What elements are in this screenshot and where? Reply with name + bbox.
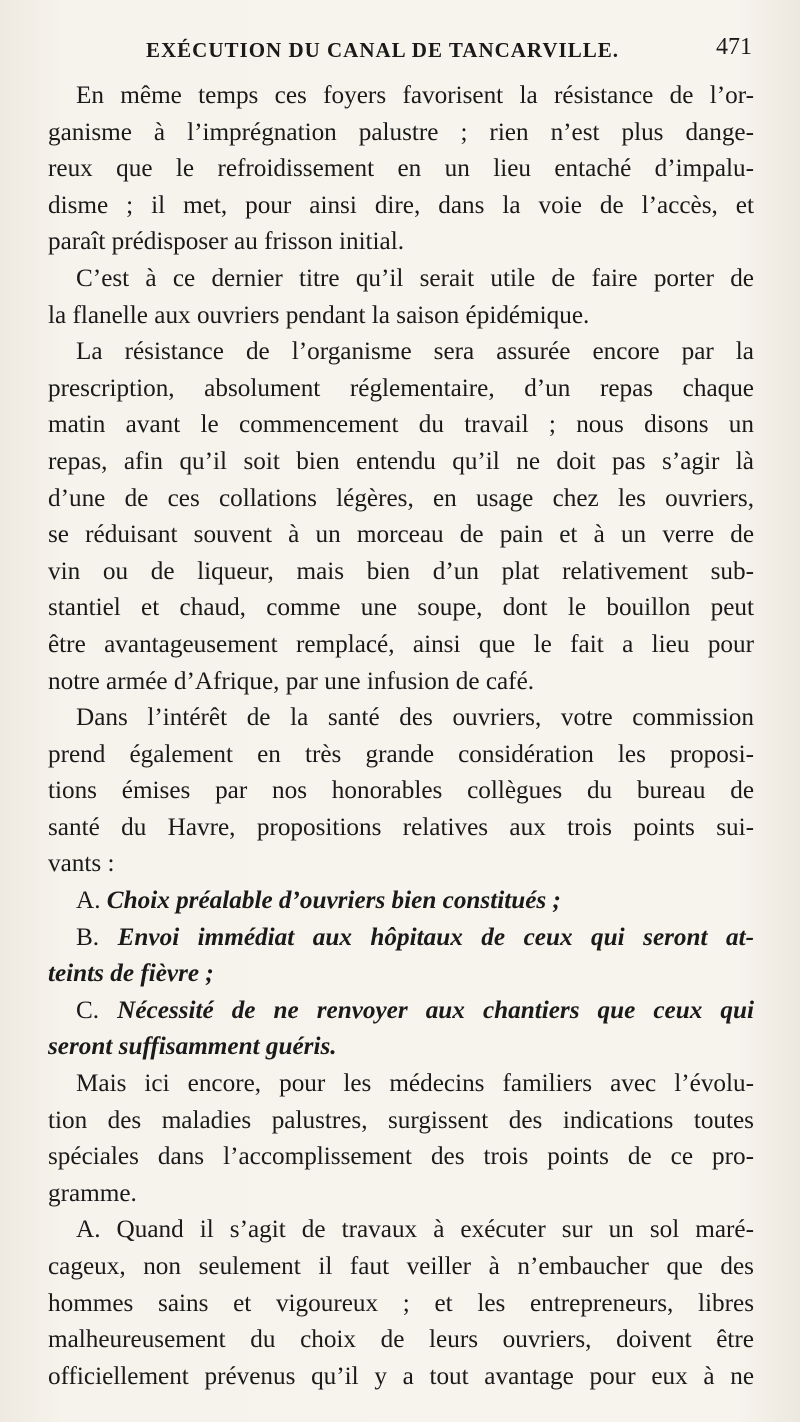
text-line-plain: A. Quand il s’agit de travaux à exécuter sur un sol maré- [76,1216,754,1244]
text-line-plain: prescription, absolument réglementaire, d’un repas chaque [48,374,754,402]
text-line [48,334,754,371]
text-line [48,627,754,664]
text-line-italic: Choix préalable d’ouvriers bien constitués ; [106,887,561,915]
text-line-plain: officiellement prévenus qu’il y a tout avantage pour eux à ne [48,1362,754,1390]
text-line-plain: être avantageusement remplacé, ainsi que le fait a lieu pour [48,630,754,658]
text-line-italic: seront suffisamment guéris. [48,1033,337,1061]
text-line [48,1286,754,1323]
text-line [48,590,754,627]
text-line [48,371,754,408]
page-number: 471 [716,34,752,60]
text-line-plain: santé du Havre, propositions relatives aux trois points sui- [48,813,754,841]
text-line [48,407,754,444]
text-line [48,700,754,737]
text-line [48,846,754,883]
text-line [48,517,754,554]
text-line-plain: C. [76,996,118,1024]
text-line-plain: se réduisant souvent à un morceau de pain et à un verre de [48,521,754,549]
text-line [48,956,754,993]
page-header [48,34,754,78]
text-line [48,737,754,774]
text-line-plain: Dans l’intérêt de la santé des ouvriers, votre commission [76,704,754,732]
text-line-plain: Mais ici encore, pour les médecins familiers avec l’évolu- [76,1070,754,1098]
body-text [48,78,754,1395]
text-line [48,920,754,957]
text-line-plain: La résistance de l’organisme sera assurée encore par la [76,338,754,366]
text-line-plain: En même temps ces foyers favorisent la résistance de l’or- [76,82,754,109]
text-line [48,1176,754,1213]
text-line-italic: teints de fièvre ; [48,960,214,988]
text-line-plain: disme ; il met, pour ainsi dire, dans la voie de l’accès, et [48,191,754,219]
text-line-plain: vants : [48,850,115,878]
text-line-plain: gramme. [48,1179,137,1207]
text-line-plain: cageux, non seulement il faut veiller à n’embaucher que des [48,1253,754,1280]
text-line-italic: Nécessité de ne renvoyer aux chantiers que ceux qui [117,996,754,1024]
text-line [48,115,754,152]
text-line [48,1249,754,1286]
text-line-plain: stantiel et chaud, comme une soupe, dont le bouillon peut [48,594,754,622]
text-line-plain: reux que le refroidissement en un lieu entaché d’impalu- [48,155,754,183]
text-line-plain: malheureusement du choix de leurs ouvriers, doivent être [48,1326,754,1354]
text-line-italic: Envoi immédiat aux hôpitaux de ceux qui seront at- [117,923,754,951]
text-line-plain: spéciales dans l’accomplissement des trois points de ce pro- [48,1143,754,1171]
text-line-plain: paraît prédisposer au frisson initial. [48,228,405,256]
text-line-plain: notre armée d’Afrique, par une infusion de café. [48,667,535,695]
text-line [48,773,754,810]
text-line-plain: hommes sains et vigoureux ; et les entrepreneurs, libres [48,1289,754,1317]
text-line [48,224,754,261]
text-line-plain: vin ou de liqueur, mais bien d’un plat relativement sub- [48,557,754,585]
text-line [48,1212,754,1249]
running-head: EXÉCUTION DU CANAL DE TANCARVILLE. [146,38,619,62]
text-line [48,993,754,1030]
text-line [48,298,754,335]
text-line [48,1322,754,1359]
text-line-plain: ganisme à l’imprégnation palustre ; rien n’est plus dange- [48,118,754,146]
text-line [48,188,754,225]
text-line-plain: tions émises par nos honorables collègues du bureau de [48,777,754,805]
text-line-plain: tion des maladies palustres, surgissent des indications toutes [48,1106,754,1134]
text-line [48,1103,754,1140]
text-line [48,810,754,847]
text-line-plain: C’est à ce dernier titre qu’il serait utile de faire porter de [76,264,754,292]
text-line-plain: la flanelle aux ouvriers pendant la saison épidémique. [48,301,590,329]
text-line-plain: repas, afin qu’il soit bien entendu qu’il ne doit pas s’agir là [48,447,754,475]
text-line-plain: B. [76,923,118,951]
text-line [48,1029,754,1066]
text-line [48,1066,754,1103]
text-line [48,151,754,188]
text-line-plain: A. [76,887,107,915]
text-line [48,554,754,591]
text-line-plain: prend également en très grande considération les proposi- [48,740,754,768]
text-line-plain: matin avant le commencement du travail ; nous disons un [48,411,754,439]
text-line [48,1359,754,1396]
text-line [48,444,754,481]
text-line [48,261,754,298]
text-line [48,78,754,115]
text-line [48,1139,754,1176]
text-line-plain: d’une de ces collations légères, en usage chez les ouvriers, [48,484,754,512]
text-line [48,481,754,518]
text-line [48,664,754,701]
text-line [48,883,754,920]
